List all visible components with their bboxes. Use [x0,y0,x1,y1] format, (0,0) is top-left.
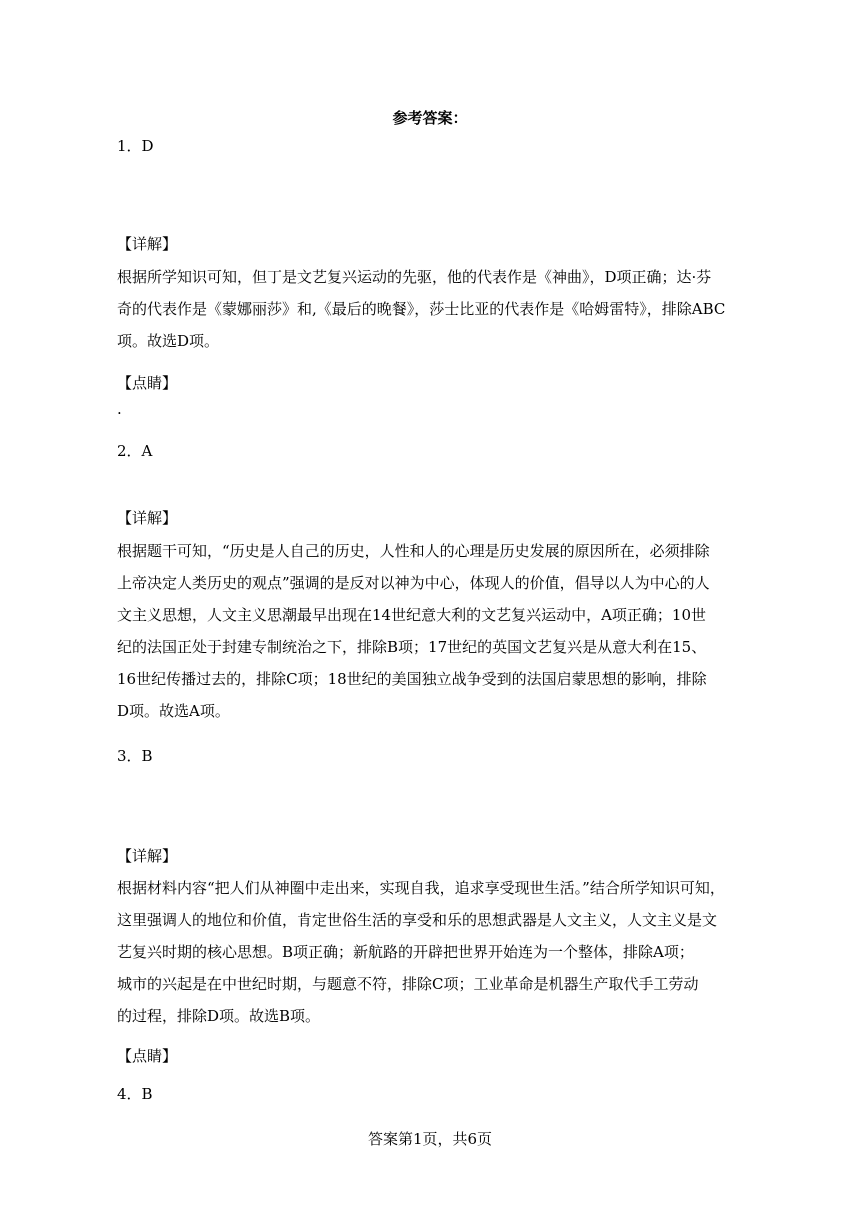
q1-detail-heading: 【详解】 [117,235,178,253]
q1-detail-line: 奇的代表作是《蒙娜丽莎》和,《最后的晚餐》，莎士比亚的代表作是《哈姆雷特》，排除ABC [117,300,726,318]
q2-detail-line: 根据题干可知，“历史是人自己的历史，人性和人的心理是历史发展的原因所在，必须排除 [117,542,710,560]
q1-detail-line: 根据所学知识可知，但丁是文艺复兴运动的先驱，他的代表作是《神曲》，D项正确；达·芬 [117,268,712,286]
q4-answer: 4．B [117,1085,153,1103]
q2-detail-text [117,535,737,727]
q3-detail-line: 这里强调人的地位和价值，肯定世俗生活的享受和乐的思想武器是人文主义，人文主义是文 [117,911,718,929]
q2-detail-line: 上帝决定人类历史的观点”强调的是反对以神为中心，体现人的价值，倡导以人为中心的人 [117,574,710,592]
q3-detail-line: 城市的兴起是在中世纪时期，与题意不符，排除C项；工业革命是机器生产取代手工劳动 [117,975,699,993]
q1-detail-line: 项。故选D项。 [117,332,220,350]
q2-detail-line: 16世纪传播过去的，排除C项；18世纪的美国独立战争受到的法国启蒙思想的影响，排除 [117,670,707,688]
q2-detail-line: D项。故选A项。 [117,702,230,720]
q1-answer: 1．D [117,137,154,155]
q1-comment-heading: 【点睛】 [117,374,178,392]
q3-answer: 3．B [117,747,153,765]
q3-detail-heading: 【详解】 [117,847,178,865]
q1-comment-text: . [117,400,122,418]
q1-detail-text [117,261,737,357]
q2-detail-line: 文主义思想，人文主义思潮最早出现在14世纪意大利的文艺复兴运动中，A项正确；10世 [117,606,707,624]
page-footer: 答案第1页，共6页 [367,1130,493,1148]
q3-detail-text [117,872,737,1032]
page-title: 参考答案： [392,109,468,127]
q2-detail-heading: 【详解】 [117,509,178,527]
q2-detail-line: 纪的法国正处于封建专制统治之下，排除B项；17世纪的英国文艺复兴是从意大利在15、 [117,638,707,656]
q3-comment-heading: 【点睛】 [117,1047,178,1065]
q3-detail-line: 的过程，排除D项。故选B项。 [117,1007,321,1025]
q3-detail-line: 艺复兴时期的核心思想。B项正确；新航路的开辟把世界开始连为一个整体，排除A项； [117,943,694,961]
q3-detail-line: 根据材料内容“把人们从神圈中走出来，实现自我，追求享受现世生活。”结合所学知识可知， [117,879,725,897]
q2-answer: 2．A [117,442,153,460]
